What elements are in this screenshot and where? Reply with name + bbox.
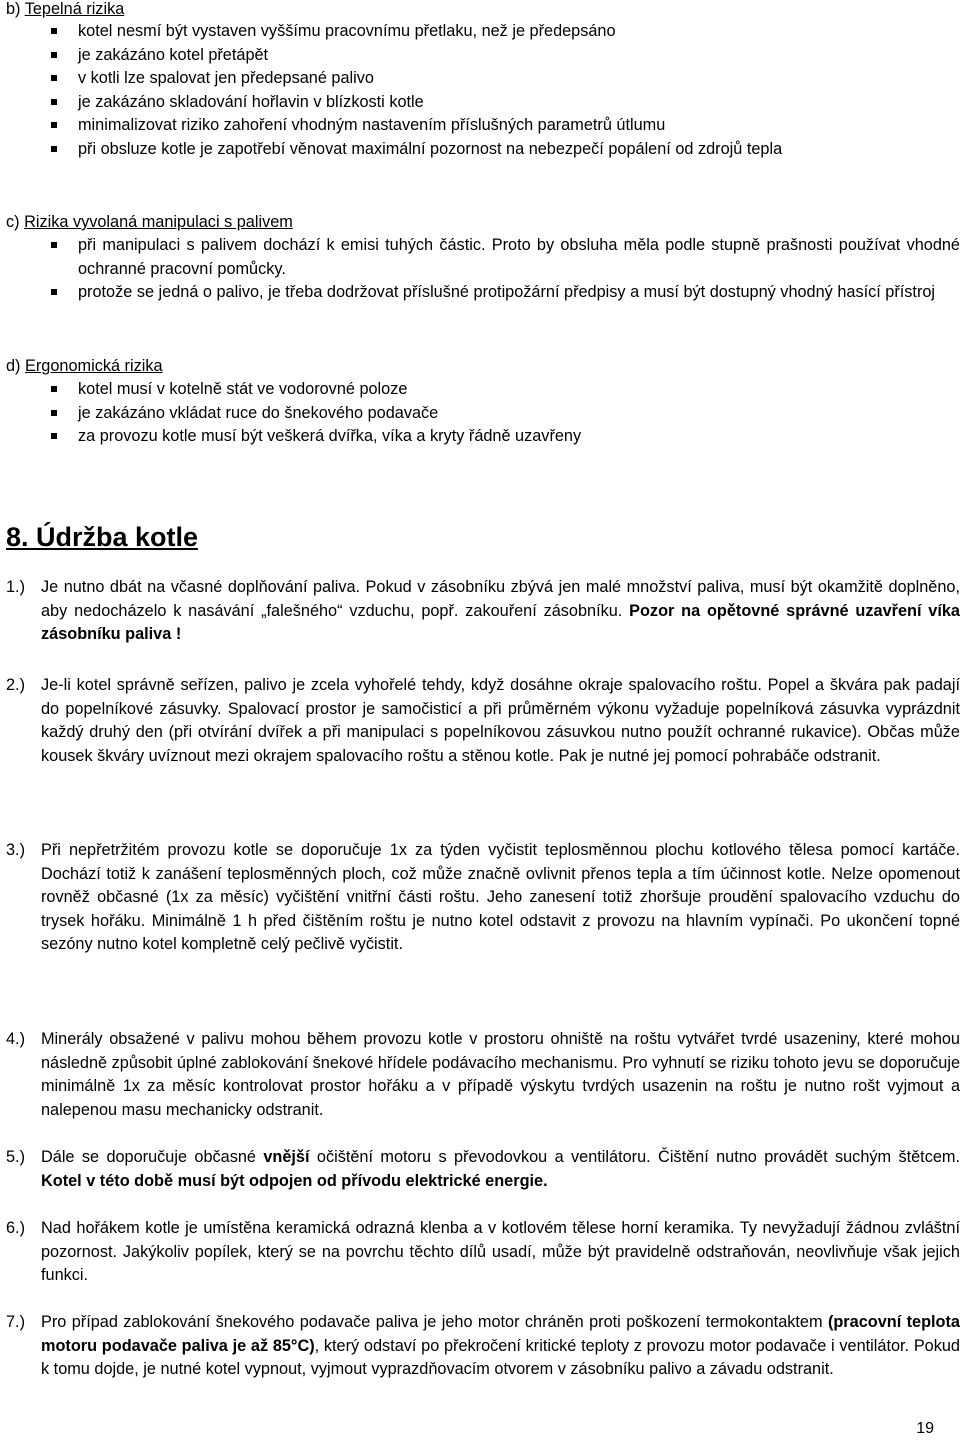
list-item: 6.) Nad hořákem kotle je umístěna keramická odrazná klenba a v kotlovém tělese horní keramika. Ty nevyžadují žádnou zvláštní pozornost. Jakýkoliv popílek, který se na povrchu těchto dílů usadí, může být pravidelně odstraňován, neovlivňuje však jejich funkci. [6,1219,960,1285]
bullet-icon [51,122,57,128]
section-c-list [6,234,960,305]
warning-text: Kotel v této době musí být odpojen od přívodu elektrické energie. [41,1171,548,1190]
list-item: je zakázáno skladování hořlavin v blízkosti kotle [6,91,960,115]
section-c-title: Rizika vyvolaná manipulaci s palivem [24,213,293,231]
list-item: při obsluze kotle je zapotřebí věnovat maximální pozornost na nebezpečí popálení od zdrojů tepla [6,138,960,162]
step-number: 4.) [6,1030,26,1048]
bullet-icon [51,410,57,416]
list-item: je zakázáno vkládat ruce do šnekového podavače [6,402,960,426]
step-5 [6,1146,960,1193]
step-number: 7.) [6,1313,26,1331]
list-item: za provozu kotle musí být veškerá dvířka, víka a kryty řádně uzavřeny [6,425,960,449]
page-number: 19 [916,1420,934,1437]
step-number: 6.) [6,1219,26,1237]
list-item: kotel musí v kotelně stát ve vodorovné poloze [6,378,960,402]
step-number: 3.) [6,841,26,859]
chapter-title: 8. Údržba kotle [6,522,199,552]
section-b-heading [6,0,124,19]
list-item: minimalizovat riziko zahoření vhodným nastavením příslušných parametrů útlumu [6,114,960,138]
bullet-icon [51,75,57,81]
section-b-prefix: b) [6,0,25,18]
section-d-prefix: d) [6,357,26,375]
step-number: 2.) [6,676,26,694]
step-1 [6,576,960,647]
step-2 [6,674,960,768]
list-item: 7.) Pro případ zablokování šnekového podavače paliva je jeho motor chráněn proti poškození termokontaktem (pracovní teplota motoru podavače paliva je až 85°C), který odstaví po překročení kritické teploty z provozu motor podavače i ventilátor. Pokud k tomu dojde, je nutné kotel vypnout, vyjmout vyprazdňovacím otvorem v zásobníku palivo a závadu odstranit. [6,1313,960,1379]
bullet-icon [51,433,57,439]
step-number: 1.) [6,578,26,596]
list-item: kotel nesmí být vystaven vyššímu pracovnímu přetlaku, než je předepsáno [6,20,960,44]
warning-text: Pozor na opětovné správné uzavření víka zásobníku paliva ! [41,601,960,644]
list-item: 5.) Dále se doporučuje občasné vnější očištění motoru s převodovkou a ventilátoru. Čištění nutno provádět suchým štětcem. Kotel v této době musí být odpojen od přívodu elektrické energie. [6,1148,960,1190]
list-item: 1.) Je nutno dbát na včasné doplňování paliva. Pokud v zásobníku zbývá jen malé množství paliva, musí být okamžitě doplněno, aby nedocházelo k nasávání „falešného“ vzduchu, popř. zakouření zásobníku. Pozor na opětovné správné uzavření víka zásobníku paliva ! [6,578,960,644]
bullet-icon [51,52,57,58]
bullet-icon [51,242,57,248]
section-c-heading [6,212,293,232]
list-item: 2.) Je-li kotel správně seřízen, palivo je zcela vyhořelé tehdy, když dosáhne okraje spalovacího roštu. Popel a škvára pak padají do popelníkové zásuvky. Spalovací prostor je samočisticí a při průměrném výkonu vyžaduje popelníková zásuvka vyprázdnit každý druhý den (při otvírání dvířek a při manipulaci s popelníkovou zásuvkou nutno použít ochranné rukavice). Občas může kousek škváry uvíznout mezi okrajem spalovacího roštu a stěnou kotle. Pak je nutné jej pomocí pohrabáče odstranit. [6,676,960,765]
list-item: 4.) Minerály obsažené v palivu mohou během provozu kotle v prostoru ohniště na roštu vytvářet tvrdé usazeniny, které mohou následně způsobit úplné zablokování šnekové hřídele podávacího mechanismu. Pro vyhnutí se riziku tohoto jevu se doporučuje minimálně 1x za měsíc kontrolovat prostor hořáku a v případě výskytu tvrdých usazenin na roštu je nutno rošt vyjmout a nalepenou masu mechanicky odstranit. [6,1030,960,1119]
list-item: 3.) Při nepřetržitém provozu kotle se doporučuje 1x za týden vyčistit teplosměnnou plochu kotlového tělesa pomocí kartáče. Dochází totiž k zanášení teplosměnných ploch, což může značně ovlivnit přenos tepla a tím účinnost kotle. Nelze opomenout rovněž občasné (1x za měsíc) vyčištění vnitřní části roštu. Jeho zanesení totiž zhoršuje proudění spalovacího vzduchu do trysek hořáku. Minimálně 1 h před čištěním roštu je nutno kotel odstavit z provozu na hlavním vypínači. Po ukončení topné sezóny nutno kotel kompletně celý pečlivě vyčistit. [6,841,960,954]
step-3 [6,839,960,957]
section-d-title: Ergonomická rizika [25,357,163,375]
bullet-icon [51,146,57,152]
bullet-icon [51,386,57,392]
list-item: protože se jedná o palivo, je třeba dodržovat příslušné protipožární předpisy a musí být dostupný vhodný hasící přístroj [6,281,960,305]
step-4 [6,1028,960,1122]
section-d-list [6,378,960,449]
bullet-icon [51,289,57,295]
list-item: při manipulaci s palivem dochází k emisi tuhých částic. Proto by obsluha měla podle stupně prašnosti používat vhodné ochranné pracovní pomůcky. [6,234,960,281]
list-item: v kotli lze spalovat jen předepsané palivo [6,67,960,91]
step-7 [6,1311,960,1382]
step-number: 5.) [6,1148,26,1166]
step-6 [6,1217,960,1288]
list-item: je zakázáno kotel přetápět [6,44,960,68]
section-b-list [6,20,960,161]
section-c-prefix: c) [6,213,25,231]
bullet-icon [51,99,57,105]
section-b-title: Tepelná rizika [24,0,125,18]
section-d-heading [6,356,163,376]
bullet-icon [51,28,57,34]
